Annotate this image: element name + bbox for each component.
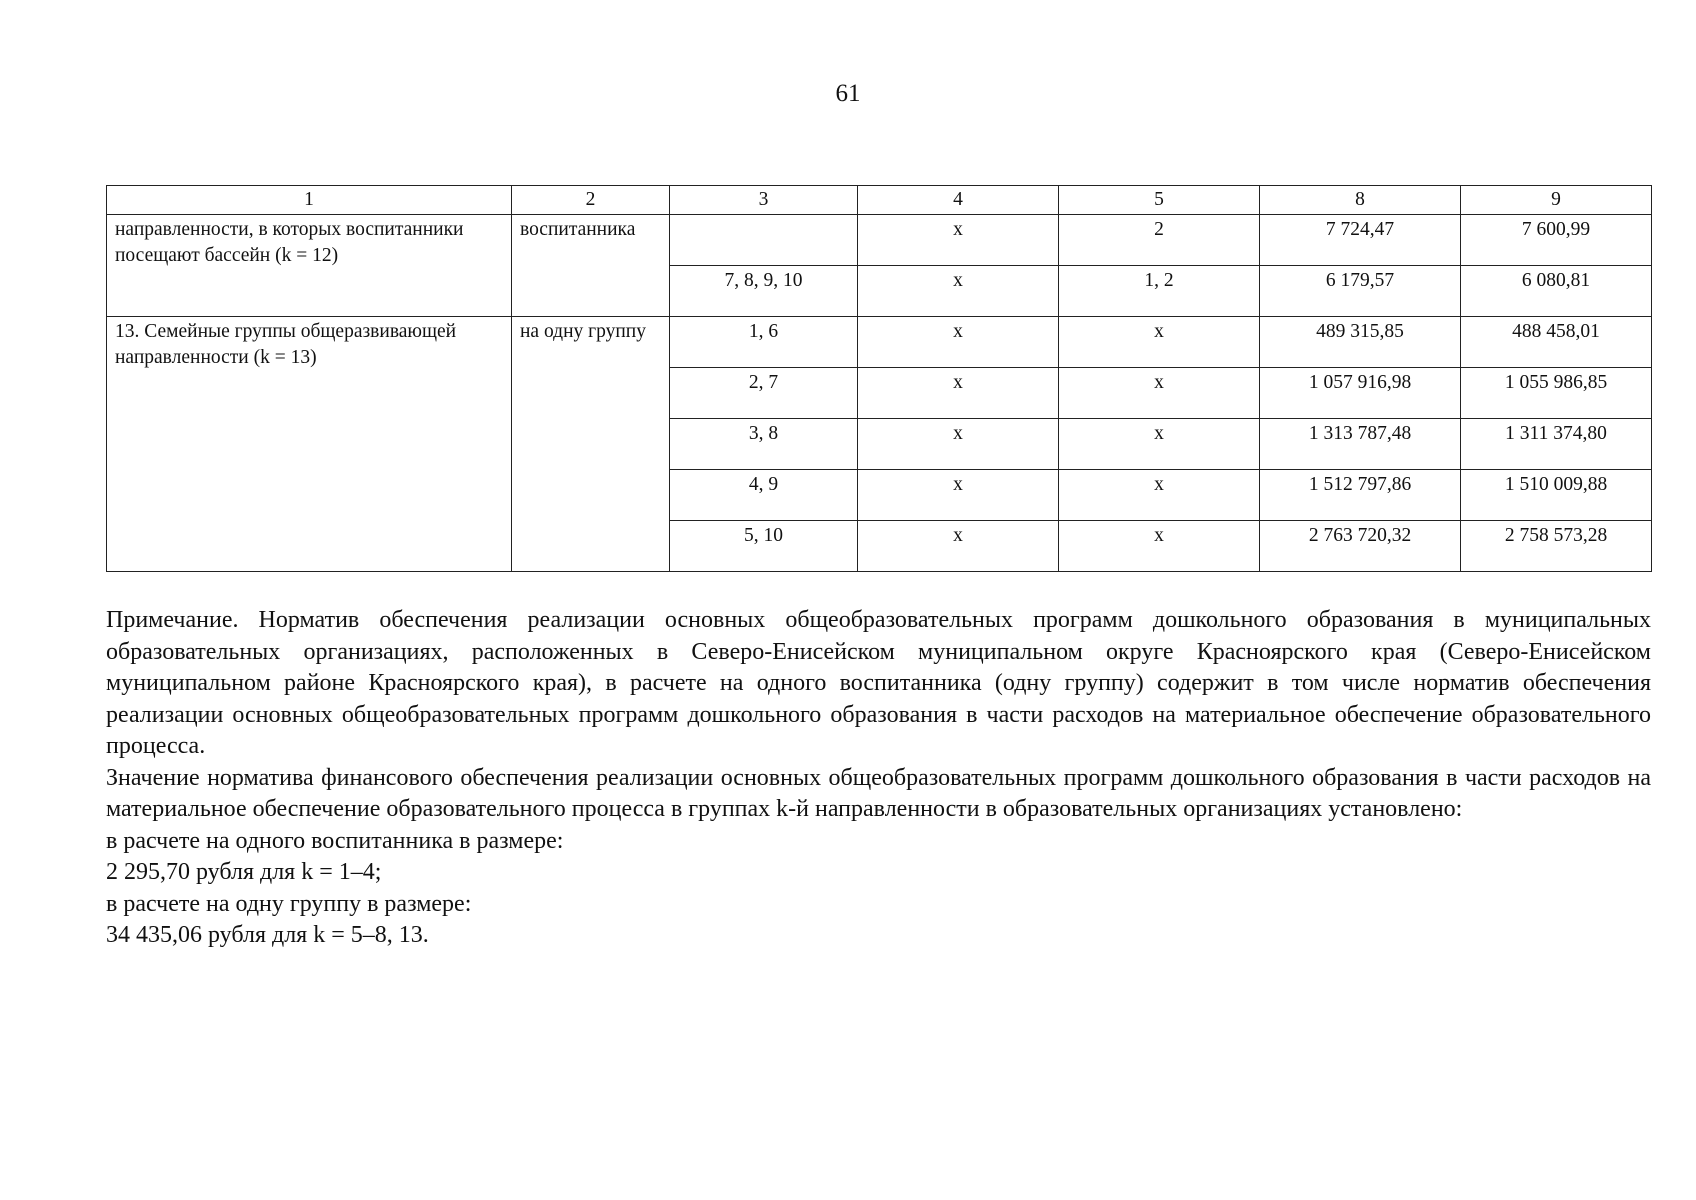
value-cell: x xyxy=(858,521,1059,572)
table-row xyxy=(107,317,1652,368)
norm-value-cell: 2 758 573,28 xyxy=(1461,521,1652,572)
value-cell: x xyxy=(1059,470,1260,521)
staff-cell: 7, 8, 9, 10 xyxy=(670,266,858,317)
per-child-amount: 2 295,70 рубля для k = 1–4; xyxy=(106,859,382,885)
table-row xyxy=(107,215,1652,266)
unit-cell: на одну группу xyxy=(512,317,670,572)
column-number: 3 xyxy=(670,186,858,215)
value-cell: x xyxy=(858,215,1059,266)
norm-value-cell: 7 724,47 xyxy=(1260,215,1461,266)
column-number: 8 xyxy=(1260,186,1461,215)
per-group-line: в расчете на одну группу в размере: xyxy=(106,890,472,917)
norm-value-paragraph: Значение норматива финансового обеспечения реализации основных общеобразовательных программ дошкольного образования в части расходов на материальное обеспечение образовательного процесса в группах k-й направленности в образовательных организациях установлено: xyxy=(106,764,1651,822)
value-cell: x xyxy=(1059,317,1260,368)
staff-cell: 3, 8 xyxy=(670,419,858,470)
norm-value-cell: 6 179,57 xyxy=(1260,266,1461,317)
value-cell: x xyxy=(858,266,1059,317)
staff-cell xyxy=(670,215,858,266)
value-cell: 1, 2 xyxy=(1059,266,1260,317)
norm-value-cell: 488 458,01 xyxy=(1461,317,1652,368)
column-number: 4 xyxy=(858,186,1059,215)
staff-cell: 1, 6 xyxy=(670,317,858,368)
unit-cell: воспитанника xyxy=(512,215,670,317)
staff-cell: 2, 7 xyxy=(670,368,858,419)
value-cell: x xyxy=(1059,521,1260,572)
group-name-cell: направленности, в которых воспитанники посещают бассейн (k = 12) xyxy=(107,215,512,317)
staff-cell: 4, 9 xyxy=(670,470,858,521)
norm-value-cell: 489 315,85 xyxy=(1260,317,1461,368)
value-cell: x xyxy=(1059,368,1260,419)
norm-value-cell: 1 057 916,98 xyxy=(1260,368,1461,419)
norm-value-cell: 1 313 787,48 xyxy=(1260,419,1461,470)
norm-value-cell: 1 512 797,86 xyxy=(1260,470,1461,521)
value-cell: x xyxy=(858,368,1059,419)
norm-value-cell: 1 311 374,80 xyxy=(1461,419,1652,470)
column-number: 1 xyxy=(107,186,512,215)
norms-table xyxy=(106,185,1652,572)
norm-value-cell: 7 600,99 xyxy=(1461,215,1652,266)
value-cell: 2 xyxy=(1059,215,1260,266)
value-cell: x xyxy=(858,470,1059,521)
norm-value-cell: 2 763 720,32 xyxy=(1260,521,1461,572)
norm-value-cell: 6 080,81 xyxy=(1461,266,1652,317)
note-block xyxy=(106,605,1651,952)
group-name-cell: 13. Семейные группы общеразвивающей направленности (k = 13) xyxy=(107,317,512,572)
column-number: 5 xyxy=(1059,186,1260,215)
value-cell: x xyxy=(858,419,1059,470)
table-header-row xyxy=(107,186,1652,215)
per-child-line: в расчете на одного воспитанника в размере: xyxy=(106,827,564,854)
note-paragraph: Примечание. Норматив обеспечения реализации основных общеобразовательных программ дошкольного образования в муниципальных образовательных организациях, расположенных в Северо-Енисейском муниципальном округе Красноярского края (Северо-Енисейском муниципальном районе Красноярского края), в расчете на одного воспитанника (одну группу) содержит в том числе норматив обеспечения реализации основных общеобразовательных программ дошкольного образования в части расходов на материальное обеспечение образовательного процесса. xyxy=(106,607,1651,759)
column-number: 2 xyxy=(512,186,670,215)
page-number: 61 xyxy=(835,80,861,107)
norm-value-cell: 1 510 009,88 xyxy=(1461,470,1652,521)
per-group-amount: 34 435,06 рубля для k = 5–8, 13. xyxy=(106,922,429,948)
column-number: 9 xyxy=(1461,186,1652,215)
staff-cell: 5, 10 xyxy=(670,521,858,572)
norm-value-cell: 1 055 986,85 xyxy=(1461,368,1652,419)
value-cell: x xyxy=(1059,419,1260,470)
value-cell: x xyxy=(858,317,1059,368)
